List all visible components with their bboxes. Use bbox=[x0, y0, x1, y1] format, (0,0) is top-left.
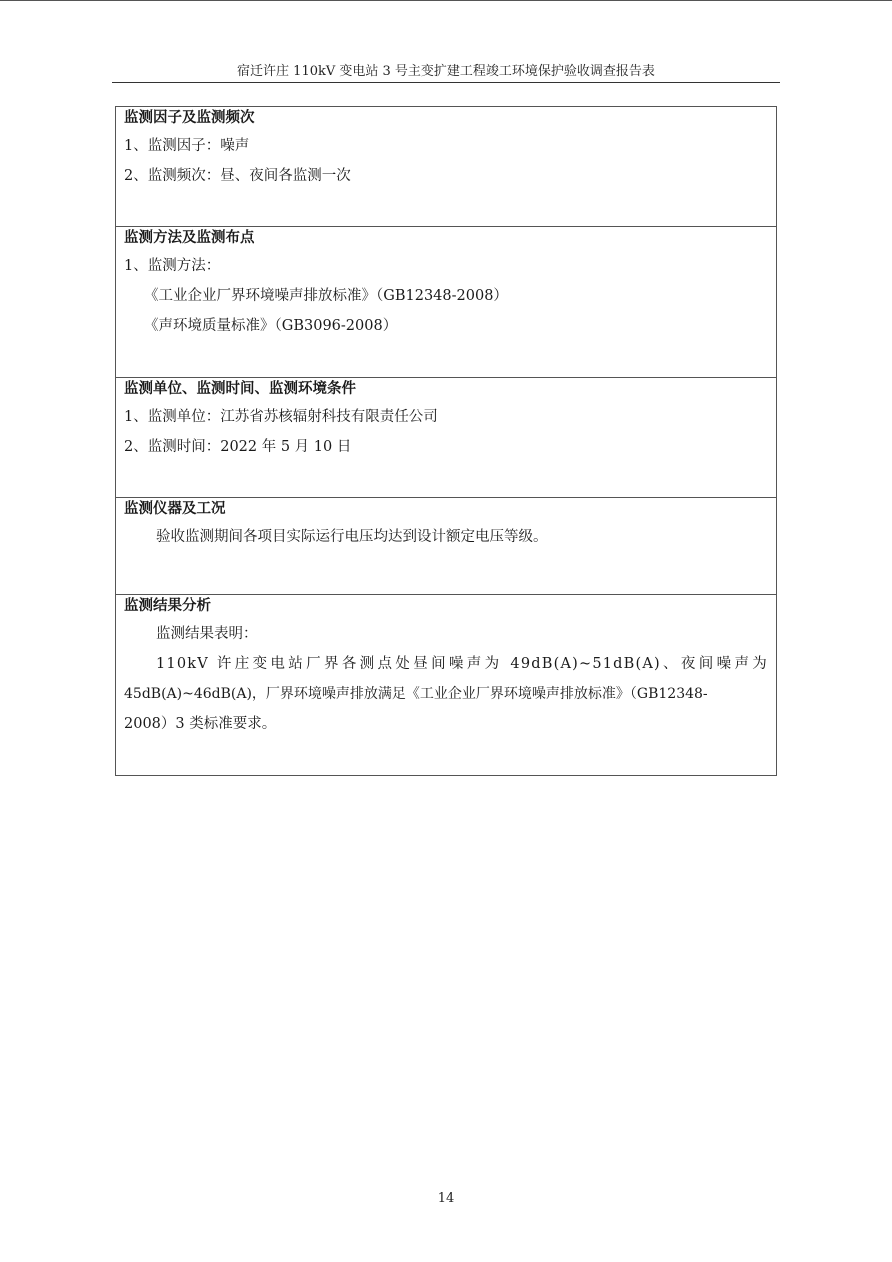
section-title: 监测方法及监测布点 bbox=[124, 229, 255, 246]
section-title: 监测仪器及工况 bbox=[124, 500, 226, 517]
section-line: 110kV 许庄变电站厂界各测点处昼间噪声为 49dB(A)~51dB(A)、夜间噪声为 bbox=[156, 656, 768, 672]
section-line: 1、监测单位：江苏省苏核辐射科技有限责任公司 bbox=[124, 409, 438, 425]
section-instruments-conditions bbox=[115, 498, 777, 595]
section-line: 《工业企业厂界环境噪声排放标准》（GB12348-2008） bbox=[144, 288, 508, 304]
report-header-title: 宿迁许庄 110kV 变电站 3 号主变扩建工程竣工环境保护验收调查报告表 bbox=[237, 64, 655, 79]
section-line: 1、监测因子：噪声 bbox=[124, 138, 250, 154]
section-line: 45dB(A)~46dB(A)，厂界环境噪声排放满足《工业企业厂界环境噪声排放标准》（GB12348- bbox=[124, 686, 708, 702]
section-line: 1、监测方法： bbox=[124, 258, 221, 274]
report-table bbox=[115, 106, 777, 776]
section-title: 监测因子及监测频次 bbox=[124, 109, 255, 126]
section-monitoring-methods bbox=[115, 227, 777, 378]
section-results-analysis bbox=[115, 595, 777, 776]
page-top-border bbox=[0, 0, 892, 1]
section-monitoring-unit bbox=[115, 378, 777, 498]
section-line: 2、监测时间：2022 年 5 月 10 日 bbox=[124, 439, 352, 455]
header-rule bbox=[112, 82, 780, 83]
section-line: 验收监测期间各项目实际运行电压均达到设计额定电压等级。 bbox=[156, 529, 548, 545]
section-line: 2、监测频次：昼、夜间各监测一次 bbox=[124, 168, 351, 184]
section-title: 监测结果分析 bbox=[124, 597, 211, 614]
section-title: 监测单位、监测时间、监测环境条件 bbox=[124, 380, 356, 397]
page-number: 14 bbox=[437, 1191, 455, 1206]
section-monitoring-factors bbox=[115, 106, 777, 227]
section-line: 《声环境质量标准》（GB3096-2008） bbox=[144, 318, 398, 334]
section-line: 2008）3 类标准要求。 bbox=[124, 716, 277, 732]
section-line: 监测结果表明： bbox=[156, 626, 258, 642]
